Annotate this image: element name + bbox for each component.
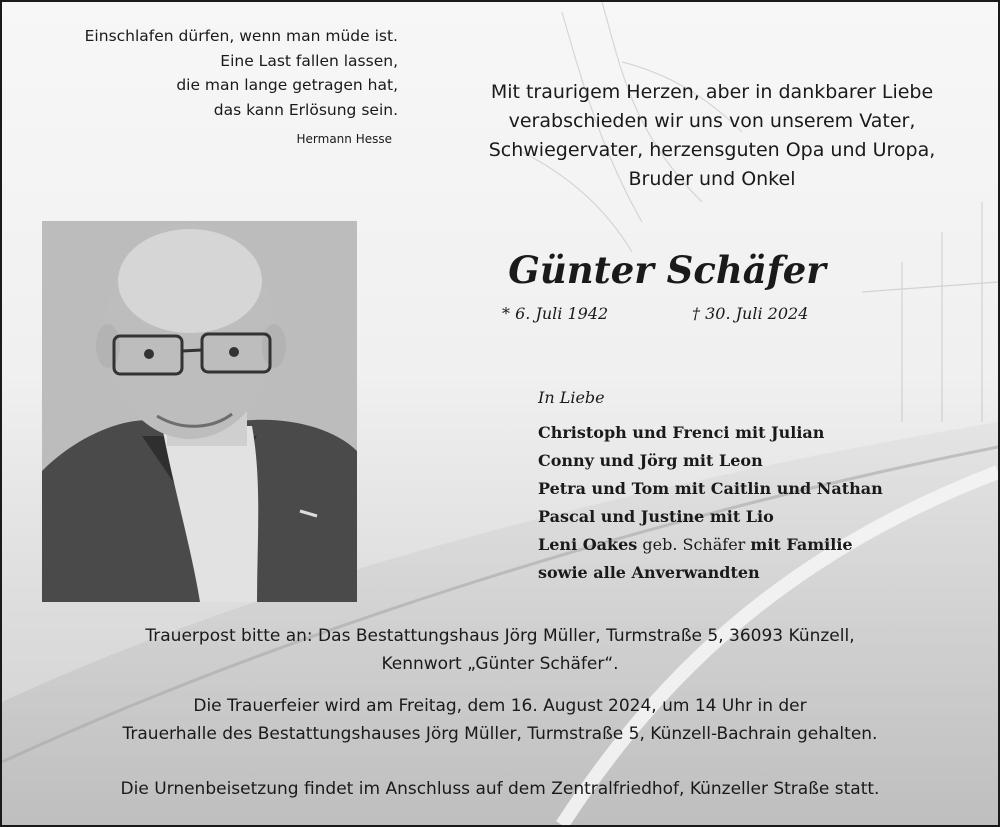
deceased-name: Günter Schäfer	[508, 248, 826, 292]
ceremony-line: Die Trauerfeier wird am Freitag, dem 16. August 2024, um 14 Uhr in der	[193, 696, 807, 716]
poem-author: Hermann Hesse	[296, 132, 392, 146]
poem-line: das kann Erlösung sein.	[213, 100, 398, 119]
poem-line: Eine Last fallen lassen,	[220, 51, 398, 70]
ceremony-line: Trauerhalle des Bestattungshauses Jörg Müller, Turmstraße 5, Künzell-Bachrain gehalten.	[122, 724, 878, 744]
poem	[22, 24, 398, 122]
intro-text	[442, 78, 982, 194]
mail-keyword-line: Kennwort „Günter Schäfer“.	[381, 654, 619, 674]
urn-burial-line: Die Urnenbeisetzung findet im Anschluss auf dem Zentralfriedhof, Künzeller Straße statt.	[120, 779, 880, 799]
mail-address-block	[22, 622, 978, 678]
mourner-born-name: geb. Schäfer	[637, 535, 751, 554]
mourner-line: sowie alle Anverwandten	[538, 563, 760, 582]
mourner-line: Pascal und Justine mit Lio	[538, 507, 774, 526]
mourner-name: Leni Oakes	[538, 535, 638, 554]
poem-line: Einschlafen dürfen, wenn man müde ist.	[84, 27, 398, 45]
portrait-photo	[42, 221, 357, 602]
mourner-line	[538, 531, 883, 559]
intro-line: verabschieden wir uns von unserem Vater,	[508, 110, 916, 132]
intro-line: Mit traurigem Herzen, aber in dankbarer Liebe	[490, 81, 934, 103]
intro-line: Bruder und Onkel	[628, 168, 796, 190]
mourners-heading: In Liebe	[538, 388, 605, 407]
mail-address-line: Trauerpost bitte an: Das Bestattungshaus Jörg Müller, Turmstraße 5, 36093 Künzell,	[145, 626, 855, 646]
birth-date: * 6. Juli 1942	[502, 304, 609, 323]
ceremony-block	[22, 692, 978, 748]
mourner-line: Christoph und Frenci mit Julian	[538, 423, 825, 442]
poem-line: die man lange getragen hat,	[176, 76, 398, 94]
mourner-line: Conny und Jörg mit Leon	[538, 451, 763, 470]
mourner-rest: mit Familie	[750, 535, 853, 554]
mourner-line: Petra und Tom mit Caitlin und Nathan	[538, 479, 883, 498]
mourners-list	[538, 419, 883, 587]
death-date: † 30. Juli 2024	[692, 304, 809, 323]
intro-line: Schwiegervater, herzensguten Opa und Uropa,	[488, 139, 936, 161]
